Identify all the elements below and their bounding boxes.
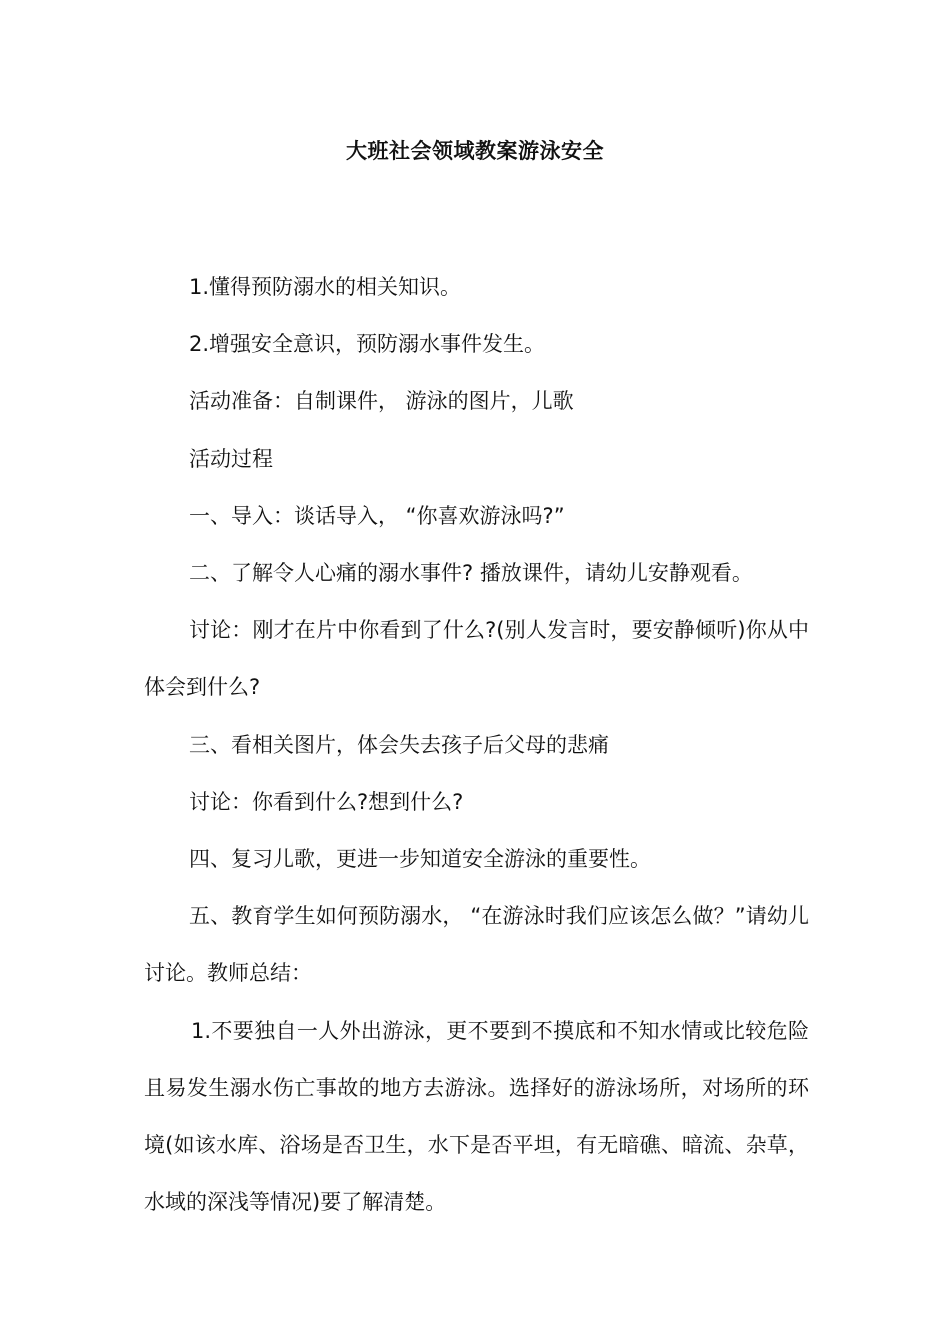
- activity-preparation: 活动准备：自制课件， 游泳的图片，儿歌: [189, 389, 574, 414]
- step-5-prevention: 五、教育学生如何预防溺水， “在游泳时我们应该怎么做？”请幼儿讨论。教师总结：: [144, 904, 809, 986]
- step-1-introduction: 一、导入：谈话导入， “你喜欢游泳吗?”: [189, 503, 565, 528]
- step-2-drowning-events: 二、了解令人心痛的溺水事件? 播放课件，请幼儿安静观看。: [189, 561, 753, 586]
- discussion-1: 讨论：刚才在片中你看到了什么?(别人发言时，要安静倾听)你从中体会到什么?: [144, 618, 809, 700]
- document-body: [144, 259, 809, 1231]
- summary-point-1: 1.不要独自一人外出游泳，更不要到不摸底和不知水情或比较危险且易发生溺水伤亡事故的地方去游泳。选择好的游泳场所，对场所的环境(如该水库、浴场是否卫生，水下是否平坦，有无暗礁、暗流、杂草，水域的深浅等情况)要了解清楚。: [144, 1018, 809, 1215]
- step-4-review-song: 四、复习儿歌，更进一步知道安全游泳的重要性。: [189, 847, 651, 872]
- objective-2: 2.增强安全意识，预防溺水事件发生。: [189, 332, 546, 357]
- activity-process-heading: 活动过程: [189, 446, 273, 471]
- objective-1: 1.懂得预防溺水的相关知识。: [189, 275, 462, 299]
- document-title: 大班社会领域教案游泳安全: [346, 139, 604, 163]
- discussion-2: 讨论：你看到什么?想到什么?: [189, 789, 464, 814]
- step-3-pictures: 三、看相关图片，体会失去孩子后父母的悲痛: [189, 732, 609, 757]
